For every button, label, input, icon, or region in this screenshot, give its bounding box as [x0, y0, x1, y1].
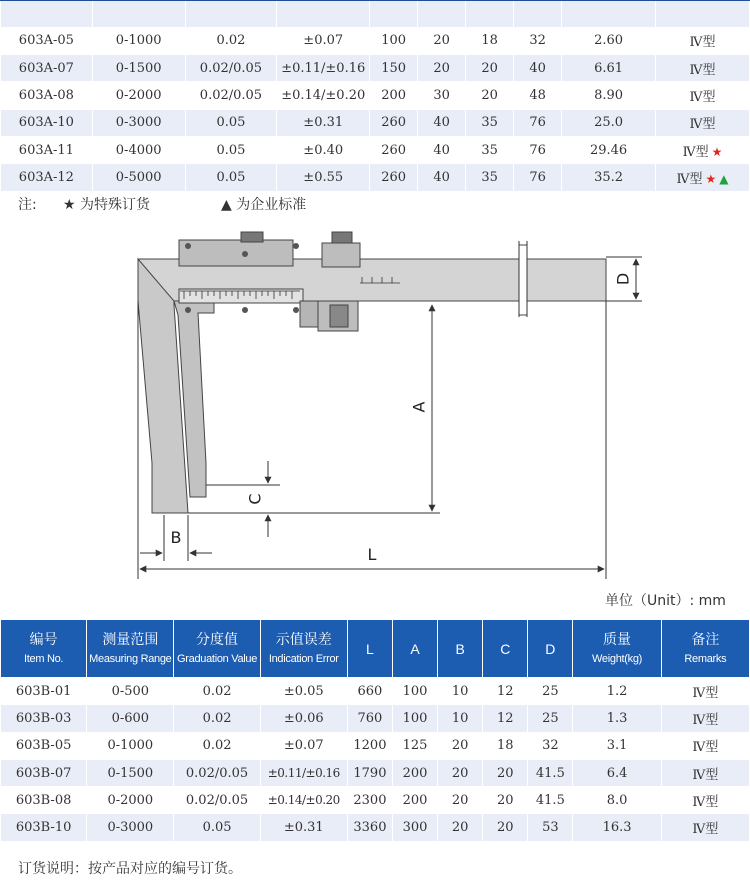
table-row: [1, 678, 750, 705]
header-d: D: [528, 620, 573, 678]
star-note: ★ 为特殊订货: [63, 197, 151, 213]
table-row: [1, 164, 750, 191]
remarks: Ⅳ型: [661, 759, 749, 786]
dim-a: 300: [392, 814, 437, 841]
caliper-diagram: [0, 215, 750, 585]
dim-l: 1790: [347, 759, 392, 786]
measuring-range: 0-3000: [87, 814, 174, 841]
item-no: 603B-10: [1, 814, 87, 841]
weight: 1.3: [573, 705, 661, 732]
graduation-value: 0.05: [174, 814, 260, 841]
graduation-value: 0.02/0.05: [174, 787, 260, 814]
measuring-range: 0-1500: [92, 55, 185, 82]
remarks: Ⅳ型: [656, 27, 750, 54]
indication-error: ±0.11/±0.16: [277, 55, 370, 82]
weight: 8.90: [562, 82, 656, 109]
measuring-range: 0-5000: [92, 164, 185, 191]
label-l: L: [367, 545, 377, 564]
indication-error: ±0.40: [277, 136, 370, 163]
remarks: Ⅳ型: [661, 705, 749, 732]
dim-c: 12: [483, 705, 528, 732]
item-no: 603A-05: [1, 27, 93, 54]
table-row: [1, 82, 750, 109]
dim-a: 150: [370, 55, 418, 82]
item-no: 603A-07: [1, 55, 93, 82]
remarks: Ⅳ型 ★ ▲: [656, 164, 750, 191]
table-row: [1, 814, 750, 841]
dim-c: 18: [483, 732, 528, 759]
indication-error: ±0.07: [260, 732, 347, 759]
remarks: Ⅳ型: [656, 82, 750, 109]
dim-l: 660: [347, 678, 392, 705]
item-no: 603A-08: [1, 82, 93, 109]
weight: 3.1: [573, 732, 661, 759]
dim-d: 76: [514, 164, 562, 191]
header-remarks: 备注 Remarks: [661, 620, 749, 678]
dim-d: 40: [514, 55, 562, 82]
dim-l: 3360: [347, 814, 392, 841]
graduation-value: 0.02/0.05: [174, 759, 260, 786]
dim-l: 2300: [347, 787, 392, 814]
header-item-no: 编号 Item No.: [1, 620, 87, 678]
weight: 29.46: [562, 136, 656, 163]
item-no: 603A-10: [1, 109, 93, 136]
label-a: A: [409, 401, 429, 413]
dim-a: 260: [370, 164, 418, 191]
dim-b: 40: [418, 136, 466, 163]
dim-a: 200: [370, 82, 418, 109]
measuring-range: 0-4000: [92, 136, 185, 163]
indication-error: ±0.31: [277, 109, 370, 136]
remarks: Ⅳ型 ★: [656, 136, 750, 163]
measuring-range: 0-2000: [92, 82, 185, 109]
remarks: Ⅳ型: [661, 814, 749, 841]
dim-b: 40: [418, 109, 466, 136]
header-c: C: [483, 620, 528, 678]
table-row: [1, 27, 750, 54]
dim-a: 100: [370, 27, 418, 54]
weight: 8.0: [573, 787, 661, 814]
table-row: [1, 732, 750, 759]
remarks: Ⅳ型: [656, 109, 750, 136]
indication-error: ±0.05: [260, 678, 347, 705]
dim-c: 20: [483, 787, 528, 814]
weight: 25.0: [562, 109, 656, 136]
graduation-value: 0.05: [185, 109, 277, 136]
measuring-range: 0-600: [87, 705, 174, 732]
table-603a: [0, 0, 750, 192]
table-603b: [0, 619, 750, 842]
indication-error: ±0.14/±0.20: [277, 82, 370, 109]
caliper-body: [138, 232, 606, 513]
item-no: 603B-01: [1, 678, 87, 705]
dim-a: 200: [392, 787, 437, 814]
item-no: 603B-05: [1, 732, 87, 759]
remarks: Ⅳ型: [661, 787, 749, 814]
triangle-icon: ▲: [719, 171, 729, 186]
dim-b: 20: [438, 787, 483, 814]
weight: 1.2: [573, 678, 661, 705]
dim-b: 30: [418, 82, 466, 109]
header-a: A: [392, 620, 437, 678]
item-no: 603B-08: [1, 787, 87, 814]
measuring-range: 0-1500: [87, 759, 174, 786]
table-header-row: [1, 620, 750, 678]
measuring-range: 0-1000: [92, 27, 185, 54]
dim-c: 20: [466, 55, 514, 82]
weight: 6.4: [573, 759, 661, 786]
table-row: [1, 109, 750, 136]
dim-d: 53: [528, 814, 573, 841]
dim-b: 20: [438, 759, 483, 786]
dim-d: 41.5: [528, 787, 573, 814]
dim-b: 20: [438, 814, 483, 841]
dim-d: 25: [528, 678, 573, 705]
dim-d: 76: [514, 109, 562, 136]
dim-c: 35: [466, 164, 514, 191]
header-l: L: [347, 620, 392, 678]
remarks: Ⅳ型: [661, 732, 749, 759]
dim-c: 20: [483, 814, 528, 841]
indication-error: ±0.06: [260, 705, 347, 732]
dim-b: 20: [418, 27, 466, 54]
dim-d: 32: [514, 27, 562, 54]
remarks: Ⅳ型: [661, 678, 749, 705]
table-row: [1, 136, 750, 163]
indication-error: ±0.14/±0.20: [260, 787, 347, 814]
table-row: [1, 759, 750, 786]
weight: 2.60: [562, 27, 656, 54]
header-weight: 质量 Weight(kg): [573, 620, 661, 678]
dim-l: 1200: [347, 732, 392, 759]
dim-d: 25: [528, 705, 573, 732]
item-no: 603B-03: [1, 705, 87, 732]
table-row: [1, 55, 750, 82]
dim-b: 20: [418, 55, 466, 82]
dim-c: 20: [466, 82, 514, 109]
dimension-labels: [171, 273, 633, 564]
header-b: B: [438, 620, 483, 678]
dim-a: 100: [392, 678, 437, 705]
dim-c: 35: [466, 136, 514, 163]
triangle-note: ▲ 为企业标准: [221, 197, 307, 213]
header-measuring-range: 测量范围 Measuring Range: [87, 620, 174, 678]
dim-a: 260: [370, 136, 418, 163]
star-icon: ★: [711, 144, 723, 159]
item-no: 603A-11: [1, 136, 93, 163]
table-row: [1, 705, 750, 732]
dim-a: 125: [392, 732, 437, 759]
measuring-range: 0-500: [87, 678, 174, 705]
dim-d: 76: [514, 136, 562, 163]
table-top-band: [1, 0, 750, 27]
dim-a: 200: [392, 759, 437, 786]
header-graduation-value: 分度值 Graduation Value: [174, 620, 260, 678]
graduation-value: 0.02/0.05: [185, 55, 277, 82]
dim-b: 10: [438, 705, 483, 732]
graduation-value: 0.02: [174, 705, 260, 732]
dim-b: 20: [438, 732, 483, 759]
remarks: Ⅳ型: [656, 55, 750, 82]
dim-a: 260: [370, 109, 418, 136]
dim-d: 48: [514, 82, 562, 109]
table-row: [1, 787, 750, 814]
label-b: B: [170, 528, 182, 547]
graduation-value: 0.05: [185, 164, 277, 191]
measuring-range: 0-3000: [92, 109, 185, 136]
graduation-value: 0.02/0.05: [185, 82, 277, 109]
graduation-value: 0.05: [185, 136, 277, 163]
dim-l: 760: [347, 705, 392, 732]
graduation-value: 0.02: [174, 732, 260, 759]
dim-b: 10: [438, 678, 483, 705]
graduation-value: 0.02: [174, 678, 260, 705]
dim-c: 12: [483, 678, 528, 705]
item-no: 603B-07: [1, 759, 87, 786]
measuring-range: 0-2000: [87, 787, 174, 814]
graduation-value: 0.02: [185, 27, 277, 54]
header-indication-error: 示值误差 Indication Error: [260, 620, 347, 678]
dim-c: 35: [466, 109, 514, 136]
indication-error: ±0.31: [260, 814, 347, 841]
dim-c: 18: [466, 27, 514, 54]
weight: 16.3: [573, 814, 661, 841]
indication-error: ±0.55: [277, 164, 370, 191]
dim-c: 20: [483, 759, 528, 786]
dim-d: 41.5: [528, 759, 573, 786]
unit-label: 单位（Unit）: mm: [605, 593, 726, 609]
dim-b: 40: [418, 164, 466, 191]
measuring-range: 0-1000: [87, 732, 174, 759]
indication-error: ±0.07: [277, 27, 370, 54]
dim-d: 32: [528, 732, 573, 759]
label-c: C: [245, 493, 265, 505]
star-icon: ★: [705, 171, 717, 186]
item-no: 603A-12: [1, 164, 93, 191]
label-d: D: [613, 272, 633, 286]
dim-a: 100: [392, 705, 437, 732]
weight: 6.61: [562, 55, 656, 82]
indication-error: ±0.11/±0.16: [260, 759, 347, 786]
notes-label: 注:: [18, 197, 37, 213]
weight: 35.2: [562, 164, 656, 191]
order-note: 订货说明：按产品对应的编号订货。: [18, 861, 242, 877]
